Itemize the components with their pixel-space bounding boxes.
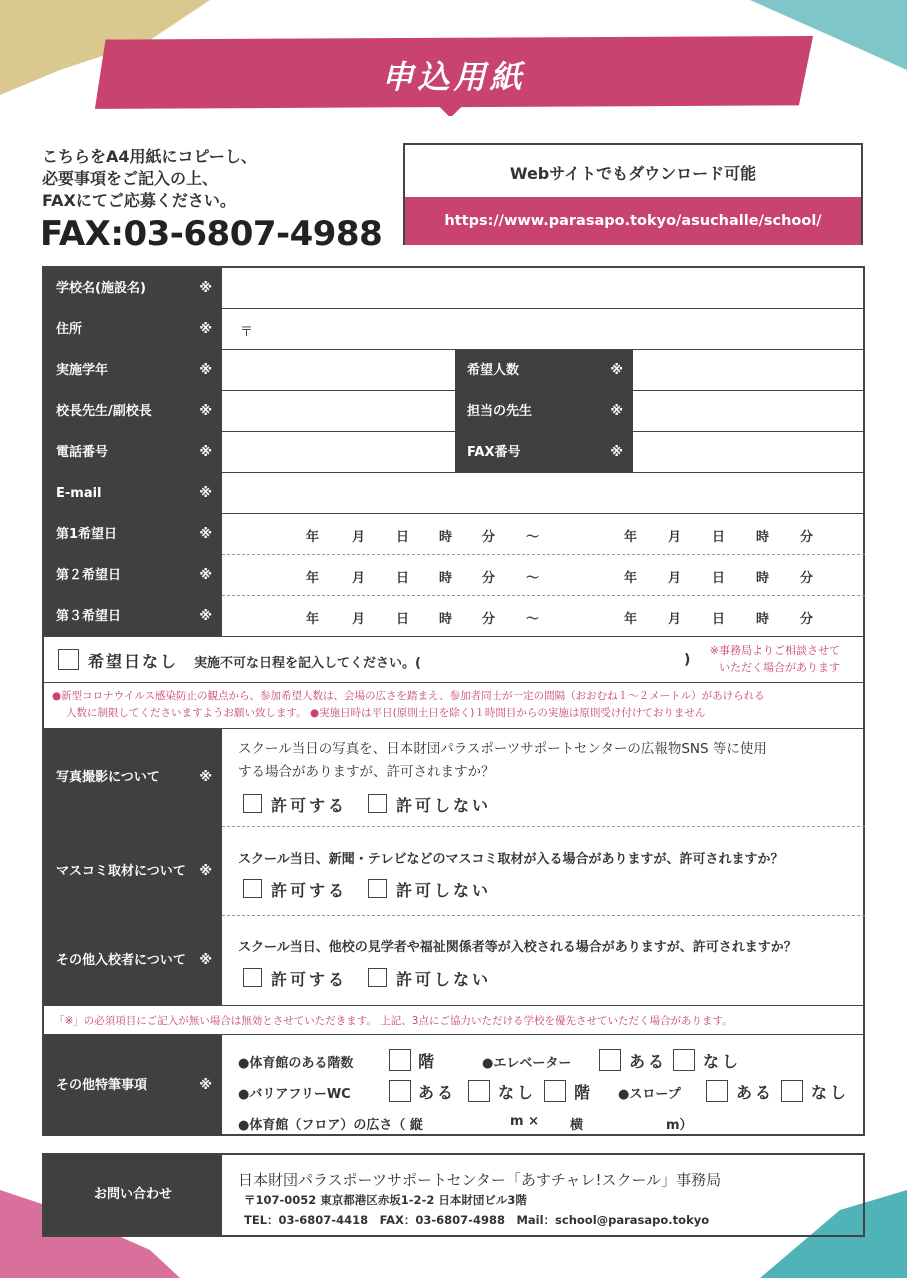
barrier-free-label: ●バリアフリーWC bbox=[238, 1087, 351, 1102]
covid-note-line: ●新型コロナウイルス感染防止の観点から、参加希望人数は、会場の広さを踏まえ、参加者同士が一定の間隔（おおむね１〜２メートル）があけられる bbox=[52, 690, 765, 702]
photo-deny-label: 許可しない bbox=[396, 796, 492, 815]
label-principal bbox=[44, 391, 222, 432]
unit-month: 月 bbox=[668, 571, 682, 586]
photo-question bbox=[238, 738, 858, 784]
required-mark: ※ bbox=[199, 404, 212, 419]
no-date-label: 希望日なし bbox=[88, 652, 179, 671]
required-mark: ※ bbox=[610, 404, 623, 419]
question-line: スクール当日の写真を、日本財団パラスポーツサポートセンターの広報物SNS 等に使用 bbox=[238, 741, 767, 757]
barrier-free-floor-box[interactable] bbox=[544, 1080, 566, 1102]
no-date-checkbox[interactable] bbox=[58, 649, 79, 670]
unit-tilde: 〜 bbox=[526, 571, 540, 586]
label-text: 希望人数 bbox=[467, 363, 520, 378]
no-date-note bbox=[700, 642, 840, 676]
barrier-free-no-label: なし bbox=[498, 1083, 537, 1102]
label-email bbox=[44, 473, 222, 514]
unit-year: 年 bbox=[624, 530, 638, 545]
unit-minute: 分 bbox=[482, 612, 496, 627]
contact-label bbox=[44, 1155, 222, 1235]
web-download-text: Webサイトでもダウンロード可能 bbox=[509, 164, 757, 183]
label-date3 bbox=[44, 596, 222, 637]
label-text: 第３希望日 bbox=[56, 609, 122, 624]
address-field[interactable] bbox=[224, 309, 865, 349]
covid-note bbox=[52, 688, 862, 722]
elevator-label: ●エレベーター bbox=[482, 1056, 572, 1071]
email-field[interactable] bbox=[224, 473, 865, 513]
label-text: 住所 bbox=[56, 322, 83, 337]
barrier-free-no-checkbox[interactable] bbox=[468, 1080, 490, 1102]
required-mark: ※ bbox=[199, 363, 212, 378]
label-fax bbox=[455, 432, 633, 473]
label-text: その他入校者について bbox=[56, 953, 186, 968]
barrier-free-yes-label: ある bbox=[418, 1083, 457, 1102]
required-mark: ※ bbox=[199, 281, 212, 296]
intro-text bbox=[42, 146, 257, 212]
label-text: 担当の先生 bbox=[467, 404, 533, 419]
label-school bbox=[44, 268, 222, 309]
gym-floor-box[interactable] bbox=[389, 1049, 411, 1071]
fax-number-heading: FAX:03-6807-4988 bbox=[40, 214, 383, 254]
unit-day: 日 bbox=[712, 612, 726, 627]
contact-box bbox=[42, 1153, 865, 1237]
unit-tilde: 〜 bbox=[526, 612, 540, 627]
photo-deny-checkbox[interactable] bbox=[368, 794, 387, 813]
required-mark: ※ bbox=[199, 486, 212, 501]
label-press bbox=[44, 827, 222, 916]
intro-line: FAXにてご応募ください。 bbox=[42, 191, 236, 210]
grade-field[interactable] bbox=[224, 350, 454, 390]
question-line: する場合がありますが、許可されますか？ bbox=[238, 764, 495, 780]
gym-size-m-close: m） bbox=[666, 1118, 693, 1133]
required-mark: ※ bbox=[199, 527, 212, 542]
gym-size-yoko: 横 bbox=[570, 1118, 584, 1133]
phone-field[interactable] bbox=[224, 432, 454, 472]
label-text: 写真撮影について bbox=[56, 770, 160, 785]
contact-address: 〒107-0052 東京都港区赤坂1-2-2 日本財団ビル3階 bbox=[244, 1193, 527, 1207]
unit-hour: 時 bbox=[756, 530, 770, 545]
visitors-question: スクール当日、他校の見学者や福祉関係者等が入校される場合がありますが、許可されますか？ bbox=[238, 940, 797, 955]
photo-allow-label: 許可する bbox=[271, 796, 348, 815]
label-photo bbox=[44, 729, 222, 827]
no-date-note-line: いただく場合があります bbox=[719, 661, 840, 674]
date2-field[interactable] bbox=[224, 555, 865, 595]
press-deny-checkbox[interactable] bbox=[368, 879, 387, 898]
page-title: 申込用紙 bbox=[381, 58, 526, 96]
visitors-deny-label: 許可しない bbox=[396, 970, 492, 989]
required-mark: ※ bbox=[199, 770, 212, 785]
contact-org: 日本財団パラスポーツサポートセンター「あすチャレ!スクール」事務局 bbox=[238, 1171, 722, 1189]
label-grade bbox=[44, 350, 222, 391]
unit-minute: 分 bbox=[800, 530, 814, 545]
gym-size-label: ●体育館（フロア）の広さ（ 縦 bbox=[238, 1118, 423, 1133]
gym-floor-label: ●体育館のある階数 bbox=[238, 1056, 354, 1071]
application-form bbox=[42, 266, 865, 1136]
no-date-instruction: 実施不可な日程を記入してください。( bbox=[194, 656, 421, 671]
slope-no-checkbox[interactable] bbox=[781, 1080, 803, 1102]
intro-line: 必要事項をご記入の上、 bbox=[42, 169, 219, 188]
required-mark: ※ bbox=[199, 609, 212, 624]
slope-yes-label: ある bbox=[736, 1083, 775, 1102]
unit-minute: 分 bbox=[800, 612, 814, 627]
unit-month: 月 bbox=[668, 530, 682, 545]
slope-label: ●スロープ bbox=[618, 1087, 681, 1102]
elevator-yes-checkbox[interactable] bbox=[599, 1049, 621, 1071]
label-text: 校長先生/副校長 bbox=[56, 404, 152, 419]
barrier-free-yes-checkbox[interactable] bbox=[389, 1080, 411, 1102]
barrier-free-floor-unit: 階 bbox=[574, 1083, 594, 1102]
unit-day: 日 bbox=[712, 530, 726, 545]
label-text: E-mail bbox=[56, 486, 102, 501]
label-text: その他特筆事項 bbox=[56, 1078, 148, 1093]
unit-day: 日 bbox=[396, 612, 410, 627]
no-date-close-paren: ) bbox=[684, 652, 691, 668]
no-date-input[interactable] bbox=[464, 646, 684, 672]
visitors-deny-checkbox[interactable] bbox=[368, 968, 387, 987]
required-mark: ※ bbox=[199, 322, 212, 337]
required-mark: ※ bbox=[199, 864, 212, 879]
covid-note-line: 人数に制限してくださいますようお願い致します。 ●実施日時は平日(原則土日を除く)１時間目からの実施は原則受け付けておりません bbox=[66, 707, 706, 719]
unit-year: 年 bbox=[306, 571, 320, 586]
visitors-allow-label: 許可する bbox=[271, 970, 348, 989]
press-allow-checkbox[interactable] bbox=[243, 879, 262, 898]
label-text: 第２希望日 bbox=[56, 568, 122, 583]
people-field[interactable] bbox=[635, 350, 865, 390]
label-address bbox=[44, 309, 222, 350]
unit-tilde: 〜 bbox=[526, 530, 540, 545]
label-text: 学校名(施設名) bbox=[56, 281, 146, 296]
label-visitors bbox=[44, 916, 222, 1005]
postal-mark: 〒 bbox=[240, 325, 254, 340]
fax-field[interactable] bbox=[635, 432, 865, 472]
unit-year: 年 bbox=[624, 612, 638, 627]
unit-year: 年 bbox=[306, 612, 320, 627]
web-download-box bbox=[403, 143, 863, 245]
date3-field[interactable] bbox=[224, 596, 865, 636]
label-text: 電話番号 bbox=[56, 445, 109, 460]
unit-year: 年 bbox=[306, 530, 320, 545]
unit-hour: 時 bbox=[756, 612, 770, 627]
unit-minute: 分 bbox=[482, 530, 496, 545]
required-mark: ※ bbox=[199, 1078, 212, 1093]
teacher-field[interactable] bbox=[635, 391, 865, 431]
floor-unit: 階 bbox=[418, 1052, 438, 1071]
label-text: マスコミ取材について bbox=[56, 864, 186, 879]
label-text: 第1希望日 bbox=[56, 527, 118, 542]
label-text: FAX番号 bbox=[467, 445, 521, 460]
slope-no-label: なし bbox=[811, 1083, 850, 1102]
label-date2 bbox=[44, 555, 222, 596]
web-url-link[interactable]: https://www.parasapo.tokyo/asuchalle/school/ bbox=[405, 197, 861, 245]
label-people bbox=[455, 350, 633, 391]
required-mark: ※ bbox=[199, 568, 212, 583]
unit-month: 月 bbox=[668, 612, 682, 627]
press-allow-label: 許可する bbox=[271, 881, 348, 900]
unit-minute: 分 bbox=[482, 571, 496, 586]
elevator-no-label: なし bbox=[703, 1052, 742, 1071]
unit-month: 月 bbox=[352, 530, 366, 545]
label-phone bbox=[44, 432, 222, 473]
label-text: お問い合わせ bbox=[93, 1187, 172, 1202]
unit-month: 月 bbox=[352, 571, 366, 586]
label-text: 実施学年 bbox=[56, 363, 109, 378]
intro-line: こちらをA4用紙にコピーし、 bbox=[42, 147, 257, 166]
required-mark: ※ bbox=[199, 445, 212, 460]
unit-hour: 時 bbox=[439, 612, 453, 627]
elevator-yes-label: ある bbox=[629, 1052, 668, 1071]
unit-hour: 時 bbox=[756, 571, 770, 586]
required-mark: ※ bbox=[199, 953, 212, 968]
label-teacher bbox=[455, 391, 633, 432]
unit-minute: 分 bbox=[800, 571, 814, 586]
date1-field[interactable] bbox=[224, 514, 865, 554]
unit-day: 日 bbox=[712, 571, 726, 586]
unit-day: 日 bbox=[396, 530, 410, 545]
unit-year: 年 bbox=[624, 571, 638, 586]
required-mark: ※ bbox=[610, 363, 623, 378]
unit-hour: 時 bbox=[439, 571, 453, 586]
visitors-allow-checkbox[interactable] bbox=[243, 968, 262, 987]
required-mark: ※ bbox=[610, 445, 623, 460]
unit-month: 月 bbox=[352, 612, 366, 627]
label-date1 bbox=[44, 514, 222, 555]
principal-field[interactable] bbox=[224, 391, 454, 431]
required-note: 「※」の必須項目にご記入が無い場合は無効とさせていただきます。 上記、3点にご協力いただける学校を優先させていただく場合があります。 bbox=[54, 1015, 733, 1027]
label-other bbox=[44, 1035, 222, 1136]
contact-phones: TEL：03-6807-4418 FAX：03-6807-4988 Mail：school@parasapo.tokyo bbox=[244, 1213, 710, 1227]
gym-size-m-x: m × bbox=[510, 1114, 539, 1129]
photo-allow-checkbox[interactable] bbox=[243, 794, 262, 813]
unit-hour: 時 bbox=[439, 530, 453, 545]
press-question: スクール当日、新聞・テレビなどのマスコミ取材が入る場合がありますが、許可されますか？ bbox=[238, 852, 784, 867]
unit-day: 日 bbox=[396, 571, 410, 586]
school-name-field[interactable] bbox=[224, 268, 865, 308]
press-deny-label: 許可しない bbox=[396, 881, 492, 900]
no-date-note-line: ※事務局よりご相談させて bbox=[709, 644, 840, 657]
elevator-no-checkbox[interactable] bbox=[673, 1049, 695, 1071]
slope-yes-checkbox[interactable] bbox=[706, 1080, 728, 1102]
